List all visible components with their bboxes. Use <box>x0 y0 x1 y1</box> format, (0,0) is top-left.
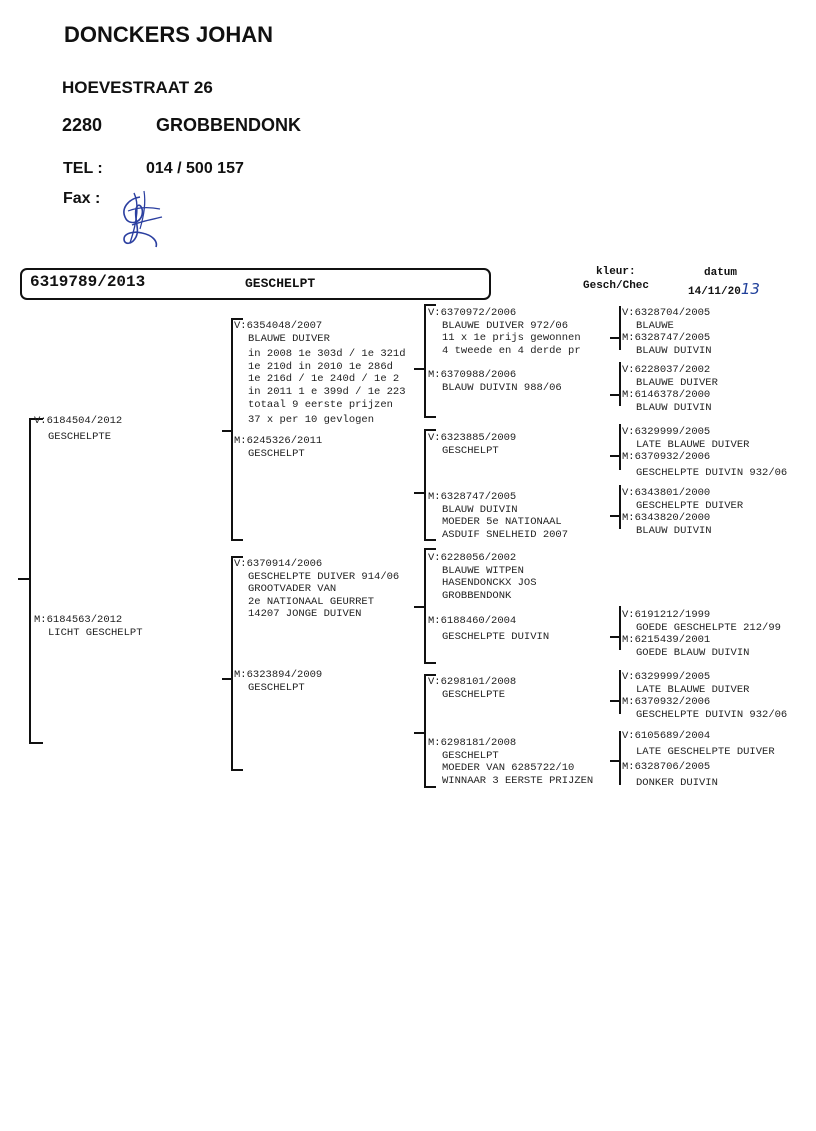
gen4-pair-7: V:6105689/2004 LATE GESCHELPTE DUIVER M:6328706/2005 DONKER DUIVIN <box>622 730 775 789</box>
owner-city: GROBBENDONK <box>156 115 302 135</box>
owner-name: DONCKERS JOHAN <box>64 22 274 47</box>
signature <box>110 185 180 255</box>
gen4-pair-2: V:6228037/2002 BLAUWE DUIVER M:6146378/2000 BLAUW DUIVIN <box>622 364 718 414</box>
datum-value: 14/11/2013 <box>688 280 760 298</box>
gen3-card-5: V:6228056/2002 BLAUWE WITPEN HASENDONCKX JOS GROBBENDONK <box>428 552 537 602</box>
gen4-pair-3: V:6329999/2005 LATE BLAUWE DUIVER M:6370932/2006 GESCHELPTE DUIVIN 932/06 <box>622 426 788 479</box>
gen4-pair-1: V:6328704/2005 BLAUWE M:6328747/2005 BLAUW DUIVIN <box>622 307 712 357</box>
gen4-pair-4: V:6343801/2000 GESCHELPTE DUIVER M:6343820/2000 BLAUW DUIVIN <box>622 487 744 537</box>
datum-handwritten: 13 <box>740 280 760 298</box>
gen2-card-3: V:6370914/2006 GESCHELPTE DUIVER 914/06 GROOTVADER VAN 2e NATIONAAL GEURRET 14207 JONGE DUIVEN <box>234 558 400 621</box>
gen3-card-3: V:6323885/2009 GESCHELPT <box>428 432 517 457</box>
gen3-card-6: M:6188460/2004 GESCHELPTE DUIVIN <box>428 615 550 643</box>
owner-postcode: 2280 <box>62 115 103 135</box>
gen3-card-4: M:6328747/2005 BLAUW DUIVIN MOEDER 5e NATIONAAL ASDUIF SNELHEID 2007 <box>428 491 569 541</box>
gen1-mother: M:6184563/2012 LICHT GESCHELPT <box>34 614 143 639</box>
gen3-card-1: V:6370972/2006 BLAUWE DUIVER 972/06 11 x 1e prijs gewonnen 4 tweede en 4 derde pr <box>428 307 581 357</box>
gen2-card-2: M:6245326/2011 GESCHELPT <box>234 435 323 460</box>
fax-label: Fax : <box>63 190 101 207</box>
tel-number: 014 / 500 157 <box>146 160 244 177</box>
gen3-card-8: M:6298181/2008 GESCHELPT MOEDER VAN 6285722/10 WINNAAR 3 EERSTE PRIJZEN <box>428 737 594 787</box>
gen4-pair-5: V:6191212/1999 GOEDE GESCHELPTE 212/99 M:6215439/2001 GOEDE BLAUW DUIVIN <box>622 609 781 659</box>
kleur-value: Gesch/Chec <box>583 280 650 292</box>
gen2-card-1: V:6354048/2007 BLAUWE DUIVER in 2008 1e 303d / 1e 321d 1e 210d in 2010 1e 286d 1e 216d / 1e 240d / 1e 2 in 2011 1 e 399d / 1e 223 totaal 9 eerste prijzen 37 x per 10 gevlogen <box>234 320 406 427</box>
gen1-father: V:6184504/2012 GESCHELPTE <box>34 415 123 443</box>
gen2-card-4: M:6323894/2009 GESCHELPT <box>234 669 323 694</box>
pigeon-ring: 6319789/2013 <box>30 273 146 291</box>
datum-label: datum <box>704 267 738 279</box>
gen3-card-7: V:6298101/2008 GESCHELPTE <box>428 676 517 701</box>
pigeon-color: GESCHELPT <box>245 276 316 291</box>
owner-street: HOEVESTRAAT 26 <box>62 78 213 97</box>
tel-label: TEL : <box>63 160 103 177</box>
gen4-pair-6: V:6329999/2005 LATE BLAUWE DUIVER M:6370932/2006 GESCHELPTE DUIVIN 932/06 <box>622 671 788 721</box>
gen3-card-2: M:6370988/2006 BLAUW DUIVIN 988/06 <box>428 369 562 394</box>
kleur-label: kleur: <box>596 266 636 278</box>
